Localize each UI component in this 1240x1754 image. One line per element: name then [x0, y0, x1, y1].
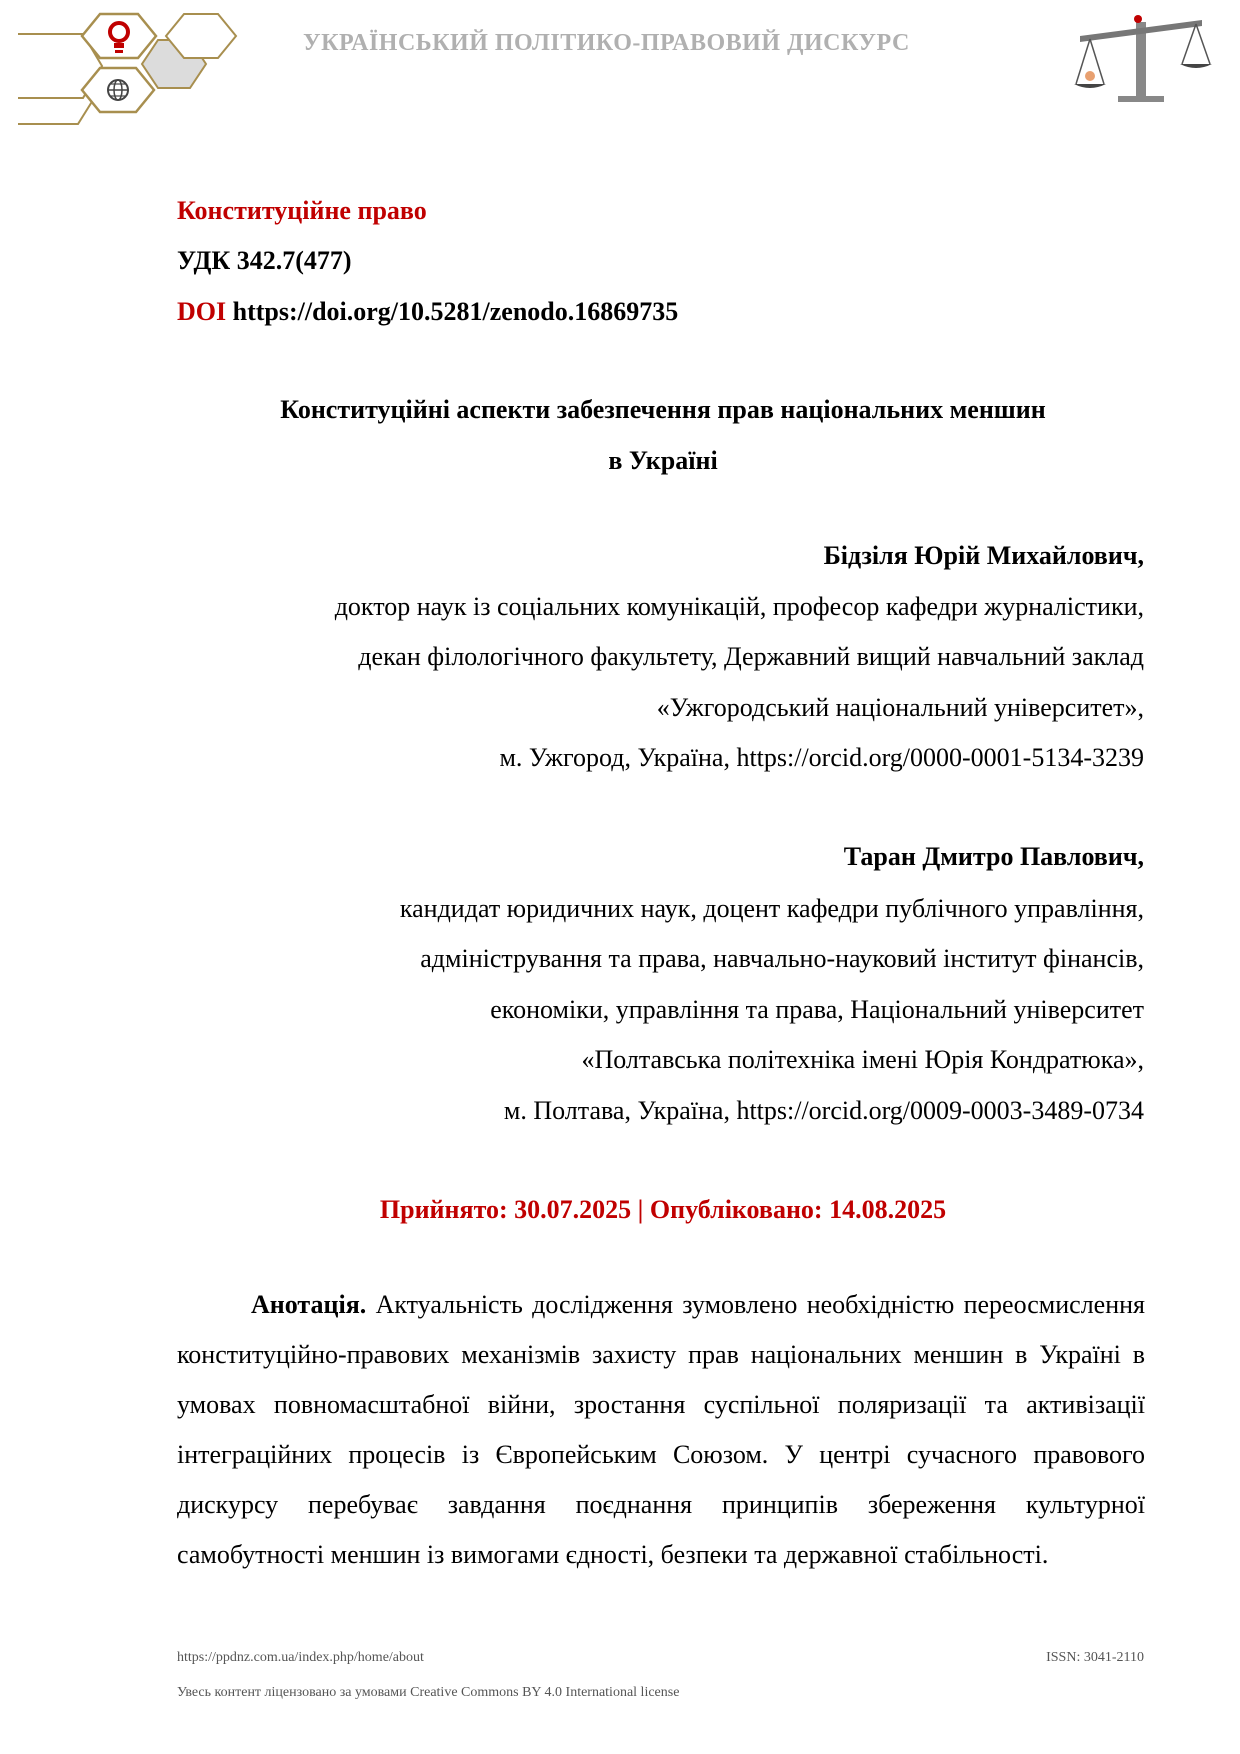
author-2-name: Таран Дмитро Павлович,	[843, 842, 1144, 871]
footer-url[interactable]: https://ppdnz.com.ua/index.php/home/about	[177, 1650, 424, 1665]
author-1-location-orcid: м. Ужгород, Україна, https://orcid.org/0000-0001-5134-3239	[499, 743, 1144, 772]
author-1-affiliation-line: доктор наук із соціальних комунікацій, професор кафедри журналістики,	[334, 592, 1144, 621]
section-label: Конституційне право	[177, 196, 427, 225]
doi-label: DOI	[177, 297, 227, 326]
scales-of-justice-icon	[1070, 6, 1220, 111]
abstract-text: Актуальність дослідження зумовлено необхідністю переосмислення конституційно-правових механізмів захисту прав національних меншин в Україні в умовах повномасштабної війни, зростання суспільної поляризації та активізації інтеграційних процесів із Європейським Союзом. У центрі сучасного правового дискурсу перебуває завдання поєднання принципів збереження культурної самобутності меншин із вимогами єдності, безпеки та державної стабільності.	[177, 1290, 1145, 1569]
author-2-affiliation-line: кандидат юридичних наук, доцент кафедри публічного управління,	[399, 894, 1144, 923]
article-title-line-1: Конституційні аспекти забезпечення прав національних меншин	[280, 395, 1046, 424]
abstract-paragraph	[177, 1280, 1145, 1580]
doi-link[interactable]: https://doi.org/10.5281/zenodo.16869735	[232, 297, 679, 326]
abstract-label: Анотація.	[251, 1290, 367, 1319]
author-2-affiliation-line: економіки, управління та права, Національний університет	[490, 995, 1144, 1024]
footer-license: Увесь контент ліцензовано за умовами Creative Commons BY 4.0 International license	[177, 1685, 680, 1700]
author-1-affiliation-line: «Ужгородський національний університет»,	[656, 693, 1144, 722]
author-1-name: Бідзіля Юрій Михайлович,	[823, 541, 1144, 570]
udk-code: УДК 342.7(477)	[177, 246, 352, 275]
author-2-affiliation-line: адміністрування та права, навчально-науковий інститут фінансів,	[420, 944, 1144, 973]
footer-issn: ISSN: 3041-2110	[1046, 1650, 1144, 1665]
author-2-affiliation-line: «Полтавська політехніка імені Юрія Кондратюка»,	[581, 1045, 1144, 1074]
journal-title: УКРАЇНСЬКИЙ ПОЛІТИКО-ПРАВОВИЙ ДИСКУРС	[303, 30, 910, 56]
doi-line	[177, 296, 678, 327]
publication-dates: Прийнято: 30.07.2025 | Опубліковано: 14.08.2025	[379, 1195, 947, 1224]
hexagon-logo-icon	[18, 8, 248, 133]
article-title-line-2: в Україні	[608, 446, 718, 475]
author-2-location-orcid: м. Полтава, Україна, https://orcid.org/0009-0003-3489-0734	[503, 1096, 1144, 1125]
author-1-affiliation-line: декан філологічного факультету, Державний вищий навчальний заклад	[358, 642, 1144, 671]
